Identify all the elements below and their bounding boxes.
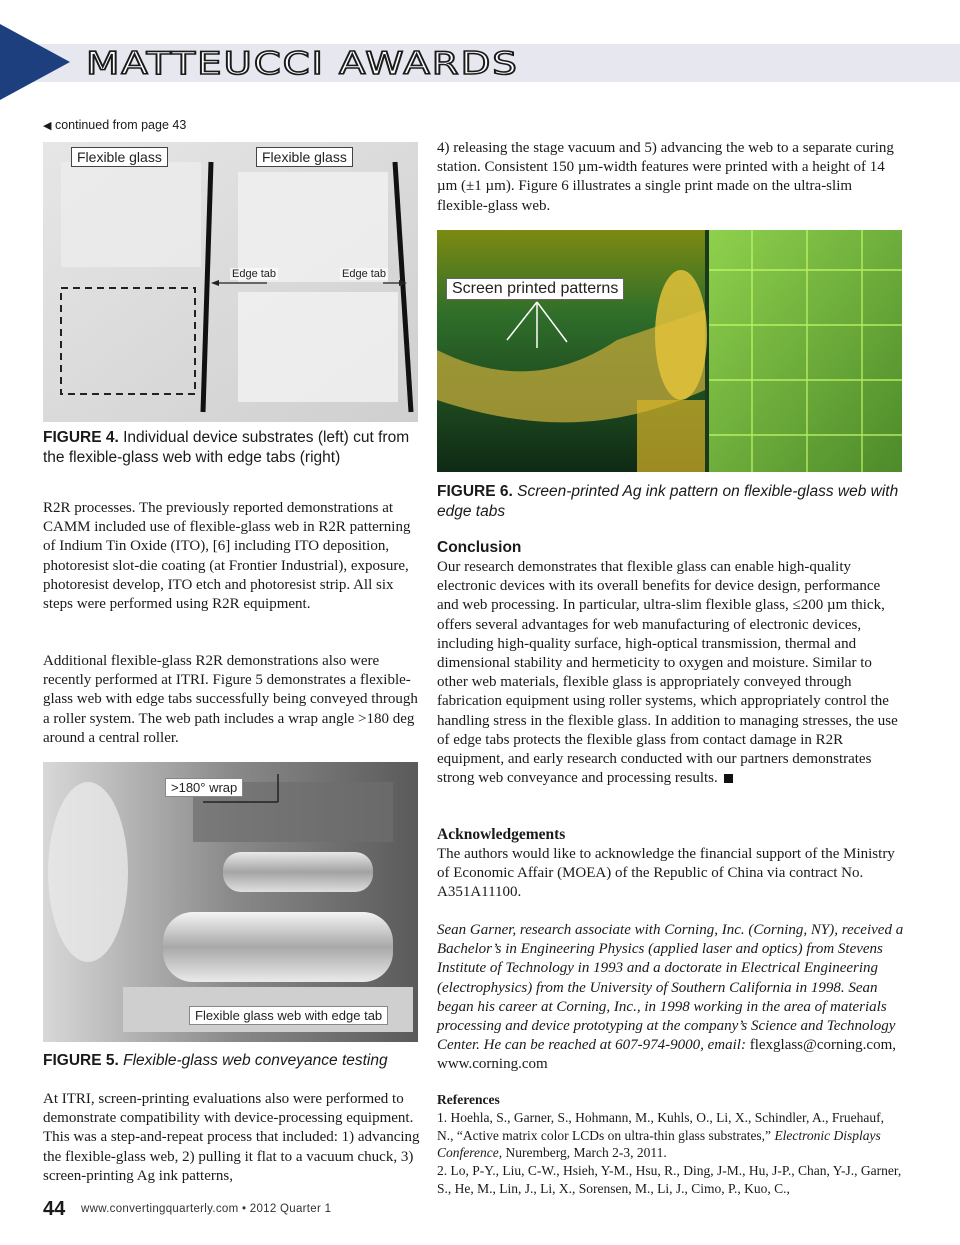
references-heading: References: [437, 1092, 500, 1107]
figure5-label-wrap: >180° wrap: [165, 778, 243, 797]
left-para-3: At ITRI, screen-printing evaluations also were performed to demonstrate compatibility with device-processing equipment. This was a step-and-repeat process that included: 1) advancing the flexible-glass web, 2) pulling it flat to a vacuum chuck, 3) screen-printing Ag ink patterns,: [43, 1091, 420, 1184]
figure4-label-right: Flexible glass: [256, 147, 353, 167]
author-bio: [437, 921, 907, 1075]
figure6-caption-label: FIGURE 6.: [437, 483, 513, 500]
left-para-2: Additional flexible-glass R2R demonstrations also were recently performed at ITRI. Figure 5 demonstrates a flexible-glass web with edge tabs successfully being conveyed through a roller system. The web path includes a wrap angle >180 deg around a central roller.: [43, 653, 418, 746]
author-contact[interactable]: flexglass@corning.com, www.corning.com: [437, 1037, 896, 1073]
reference-2: 2. Lo, P-Y., Liu, C-W., Hsieh, Y-M., Hsu, R., Ding, J-M., Hu, J-P., Chan, Y-J., Garner, S., He, M., Lin, J., Li, X., Sorensen, M., Li, J., Cimo, P., Kuo, C.,: [437, 1163, 902, 1196]
figure5-caption-text: Flexible-glass web conveyance testing: [123, 1052, 388, 1069]
figure6-image: [437, 230, 902, 472]
reference-1: [437, 1109, 902, 1162]
figure4-caption-text: Individual device substrates (left) cut from the flexible-glass web with edge tabs (right): [43, 429, 410, 466]
conclusion-heading: Conclusion: [437, 539, 522, 556]
figure5-caption-label: FIGURE 5.: [43, 1052, 119, 1069]
conclusion-body: [437, 558, 902, 788]
figure5-photo: [43, 762, 418, 1042]
reference-1-details: , Nuremberg, March 2-3, 2011.: [498, 1145, 667, 1160]
left-arrow-icon: ◀: [43, 120, 52, 132]
figure4-image: [43, 142, 418, 422]
footer-info[interactable]: www.convertingquarterly.com • 2012 Quarter 1: [81, 1203, 332, 1215]
figure4-edge-tab-right: Edge tab: [342, 268, 387, 280]
figure6-photo: [437, 230, 902, 472]
figure4-label-left: Flexible glass: [71, 147, 168, 167]
reference-1-authors: 1. Hoehla, S., Garner, S., Hohmann, M., Kuhls, O., Li, X., Schindler, A., Fruehauf, N., “Active matrix color LCDs on ultra-thin glass substrates,”: [437, 1110, 884, 1143]
figure6-caption-text: Screen-printed Ag ink pattern on flexible-glass web with edge tabs: [437, 483, 899, 520]
section-title: MATTEUCCI AWARDS: [86, 46, 519, 82]
figure4-edge-tab-left: Edge tab: [232, 268, 277, 280]
conclusion-text: Our research demonstrates that flexible glass can enable high-quality electronic devices with its overall benefits for device design, performance and web processing. In particular, ultra-slim flexible glass, ≤200 µm thick, offers several advantages for web manufacturing of electronic devices, including high-quality surface, high-optical transmission, thermal and dimensional stability and hermeticity to oxygen and moisture. Similar to other web materials, flexible glass is appropriately conveyed through fabrication equipment using roller systems, which appropriately control the handling stress in the flexible glass. In addition to managing stresses, the use of edge tabs protects the flexible glass from contact damage in R2R equipment, and early research conducted with our partners demonstrates strong web conveyance and processing results.: [437, 559, 898, 787]
left-para-1: R2R processes. The previously reported demonstrations at CAMM included use of flexible-glass web in R2R patterning of Indium Tin Oxide (ITO), [6] including ITO deposition, photoresist slot-die coating (at Frontier Industrial), exposure, photoresist develop, ITO etch and photoresist strip. All six steps were performed using R2R equipment.: [43, 500, 411, 613]
continued-text: continued from page 43: [54, 118, 187, 132]
author-bio-text: Sean Garner, research associate with Corning, Inc. (Corning, NY), received a Bachelor’s in Engineering Physics (applied laser and optics) from Stevens Institute of Technology in 1993 and a doctorate in Electrical Engineering (electrophysics) from the University of Southern California in 1998. Sean began his career at Corning, Inc., in 1998 working in the area of materials processing and device prototyping at the company’s Science and Technology Center. He can be reached at 607-974-9000, email:: [437, 922, 904, 1054]
figure5-image: [43, 762, 418, 1042]
figure5-caption: [43, 1051, 418, 1071]
right-intro-para: 4) releasing the stage vacuum and 5) advancing the web to a separate curing station. Consistent 150 µm-width features were printed with a height of 14 µm (±1 µm). Figure 6 illustrates a single print made on the ultra-slim flexible-glass web.: [437, 140, 894, 214]
continued-note[interactable]: [43, 118, 186, 132]
page-number: 44: [43, 1198, 66, 1220]
figure4-caption: [43, 428, 418, 467]
reference-1-venue: Electronic Displays Conference: [437, 1127, 881, 1160]
figure6-label: Screen printed patterns: [446, 278, 624, 300]
end-mark-icon: [724, 774, 733, 783]
figure5-label-web: Flexible glass web with edge tab: [189, 1006, 388, 1025]
figure6-caption: [437, 482, 902, 521]
acknowledgements-heading: Acknowledgements: [437, 826, 566, 843]
acknowledgements-text: The authors would like to acknowledge the financial support of the Ministry of Economic Affair (MOEA) of the Republic of China via contract No. A351A11100.: [437, 846, 895, 901]
figure4-photo: [43, 142, 418, 422]
header-triangle-icon: [0, 24, 70, 100]
figure4-caption-label: FIGURE 4.: [43, 429, 119, 446]
